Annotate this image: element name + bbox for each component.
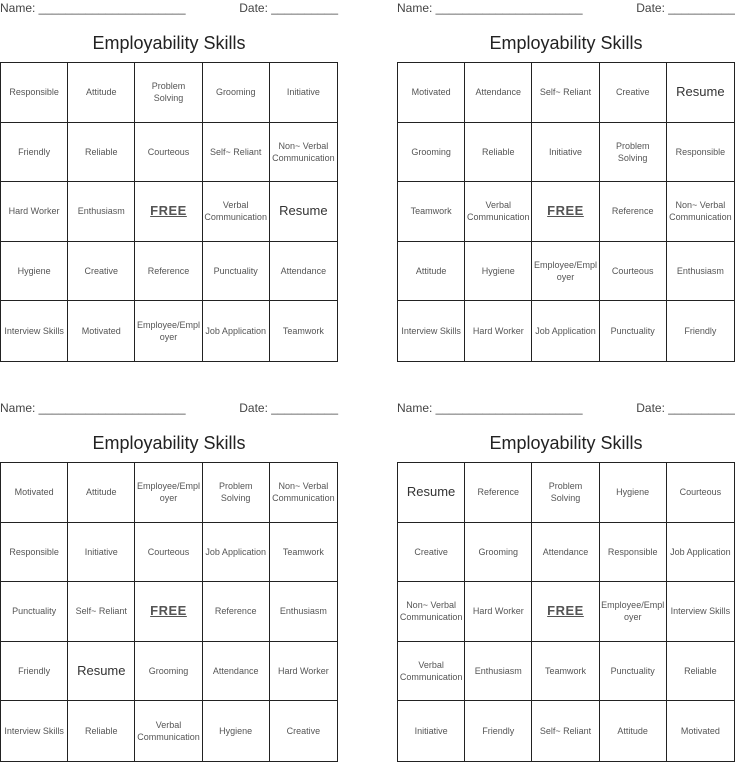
bingo-cell[interactable]: Attendance [532, 523, 599, 583]
card-title: Employability Skills [489, 433, 643, 453]
bingo-cell[interactable]: Punctuality [600, 642, 667, 702]
bingo-cell[interactable]: Enthusiasm [667, 242, 734, 302]
bingo-cell[interactable]: Verbal Communication [203, 182, 270, 242]
bingo-cell[interactable]: Teamwork [270, 523, 337, 583]
bingo-cell[interactable]: Initiative [398, 701, 465, 761]
bingo-cell[interactable]: Interview Skills [1, 701, 68, 761]
bingo-cell[interactable]: Verbal Communication [398, 642, 465, 702]
bingo-cell[interactable]: Creative [600, 63, 667, 123]
bingo-cell[interactable]: Reliable [68, 701, 135, 761]
bingo-cell[interactable]: Interview Skills [1, 301, 68, 361]
bingo-cell[interactable]: Employee/Employer [135, 301, 202, 361]
bingo-cell[interactable]: Employee/Employer [135, 463, 202, 523]
bingo-cell[interactable]: Attendance [270, 242, 337, 302]
bingo-cell[interactable]: Creative [286, 726, 321, 737]
bingo-cell[interactable]: Grooming [135, 642, 202, 702]
bingo-cell[interactable]: Motivated [398, 63, 465, 123]
bingo-cell[interactable]: Interview Skills [398, 301, 465, 361]
bingo-cell[interactable]: Responsible [1, 523, 68, 583]
bingo-card-2 [397, 0, 735, 362]
card-title: Employability Skills [92, 433, 246, 453]
bingo-cell[interactable]: Self~ Reliant [532, 701, 599, 761]
name-field-label[interactable]: Name: ______________________ [397, 1, 583, 15]
bingo-cell[interactable]: Motivated [1, 463, 68, 523]
bingo-cell[interactable]: Resume [398, 463, 465, 523]
bingo-cell[interactable]: Courteous [135, 523, 202, 583]
bingo-cell[interactable]: Employee/Employer [532, 242, 599, 302]
bingo-cell[interactable]: Attitude [398, 242, 465, 302]
bingo-card-4 [397, 400, 735, 762]
bingo-cell[interactable]: Reference [600, 182, 667, 242]
bingo-cell[interactable]: Responsible [600, 523, 667, 583]
bingo-cell[interactable]: Enthusiasm [465, 642, 532, 702]
bingo-cell[interactable]: Non~ Verbal Communication [270, 463, 337, 523]
bingo-cell[interactable]: Creative [398, 523, 465, 583]
bingo-cell[interactable]: Attitude [68, 63, 135, 123]
bingo-cell[interactable]: Verbal Communication [465, 182, 532, 242]
bingo-cell[interactable]: Motivated [680, 726, 720, 737]
bingo-grid [397, 462, 735, 762]
date-field-label[interactable]: Date: __________ [239, 1, 338, 15]
bingo-cell[interactable]: Initiative [68, 523, 135, 583]
bingo-cell[interactable]: Initiative [532, 123, 599, 183]
bingo-grid [397, 62, 735, 362]
free-space-cell[interactable]: FREE [135, 182, 202, 242]
bingo-cell[interactable]: Hygiene [203, 701, 270, 761]
bingo-cell[interactable]: Friendly [1, 642, 68, 702]
bingo-cell[interactable]: Hygiene [465, 242, 532, 302]
bingo-cell[interactable]: Enthusiasm [68, 182, 135, 242]
bingo-cell[interactable]: Problem Solving [532, 463, 599, 523]
bingo-cell[interactable]: Hard Worker [465, 301, 532, 361]
bingo-card-1 [0, 0, 338, 362]
bingo-card-3 [0, 400, 338, 762]
bingo-cell[interactable]: Initiative [270, 63, 337, 123]
bingo-cell[interactable]: Reference [203, 582, 270, 642]
bingo-cell[interactable]: Job Application [667, 523, 734, 583]
bingo-cell[interactable]: Teamwork [398, 182, 465, 242]
bingo-grid [0, 462, 338, 762]
name-date-line [0, 0, 338, 18]
bingo-cell[interactable]: Attitude [68, 463, 135, 523]
bingo-cell[interactable]: Non~ Verbal Communication [270, 123, 337, 183]
free-space-cell[interactable]: FREE [135, 582, 202, 642]
bingo-cell[interactable]: Hard Worker [465, 582, 532, 642]
bingo-cell[interactable]: Friendly [1, 123, 68, 183]
bingo-cell[interactable]: Job Application [203, 523, 270, 583]
bingo-cell[interactable]: Hard Worker [1, 182, 68, 242]
bingo-cell[interactable]: Motivated [68, 301, 135, 361]
bingo-cell[interactable]: Non~ Verbal Communication [667, 182, 734, 242]
name-field-label[interactable]: Name: ______________________ [0, 1, 186, 15]
bingo-cell[interactable]: Job Application [203, 301, 270, 361]
bingo-cell[interactable]: Reliable [465, 123, 532, 183]
bingo-cell[interactable]: Job Application [532, 301, 599, 361]
name-date-line [397, 400, 735, 418]
bingo-cell[interactable]: Grooming [398, 123, 465, 183]
bingo-cell[interactable]: Responsible [667, 123, 734, 183]
bingo-cell[interactable]: Enthusiasm [270, 582, 337, 642]
bingo-cell[interactable]: Grooming [465, 523, 532, 583]
bingo-grid [0, 62, 338, 362]
date-field-label[interactable]: Date: __________ [636, 1, 735, 15]
name-field-label[interactable]: Name: ______________________ [0, 401, 186, 415]
bingo-cell[interactable]: Resume [667, 63, 734, 123]
bingo-cell[interactable]: Attitude [600, 701, 667, 761]
bingo-cell[interactable]: Reliable [667, 642, 734, 702]
bingo-cell[interactable]: Courteous [135, 123, 202, 183]
bingo-cell[interactable]: Courteous [667, 463, 734, 523]
bingo-cell[interactable]: Self~ Reliant [68, 582, 135, 642]
bingo-cell[interactable]: Teamwork [282, 326, 324, 337]
card-title: Employability Skills [489, 33, 643, 53]
bingo-cell[interactable]: Attendance [465, 63, 532, 123]
free-space-cell[interactable]: FREE [532, 582, 599, 642]
bingo-cell[interactable]: Hard Worker [270, 642, 337, 702]
bingo-cell[interactable]: Attendance [203, 642, 270, 702]
bingo-cell[interactable]: Employee/Employer [600, 582, 667, 642]
bingo-cell[interactable]: Grooming [203, 63, 270, 123]
bingo-cell[interactable]: Problem Solving [600, 123, 667, 183]
bingo-cell[interactable]: Reference [135, 242, 202, 302]
bingo-cell[interactable]: Self~ Reliant [203, 123, 270, 183]
bingo-cell[interactable]: Teamwork [532, 642, 599, 702]
bingo-cell[interactable]: Friendly [684, 326, 717, 337]
bingo-cell[interactable]: Hygiene [600, 463, 667, 523]
bingo-cell[interactable]: Interview Skills [667, 582, 734, 642]
bingo-cell[interactable]: Friendly [465, 701, 532, 761]
bingo-cell[interactable]: Reliable [68, 123, 135, 183]
name-date-line [397, 0, 735, 18]
name-field-label[interactable]: Name: ______________________ [397, 401, 583, 415]
bingo-cell[interactable]: Self~ Reliant [532, 63, 599, 123]
bingo-cell[interactable]: Non~ Verbal Communication [398, 582, 465, 642]
bingo-cell[interactable]: Verbal Communication [135, 701, 202, 761]
date-field-label[interactable]: Date: __________ [636, 401, 735, 415]
bingo-cell[interactable]: Problem Solving [135, 63, 202, 123]
free-space-cell[interactable]: FREE [532, 182, 599, 242]
bingo-cell[interactable]: Punctuality [203, 242, 270, 302]
bingo-cell[interactable]: Creative [68, 242, 135, 302]
bingo-cell[interactable]: Courteous [600, 242, 667, 302]
bingo-cell[interactable]: Responsible [1, 63, 68, 123]
card-title: Employability Skills [92, 33, 246, 53]
name-date-line [0, 400, 338, 418]
bingo-cell[interactable]: Resume [270, 182, 337, 242]
bingo-cell[interactable]: Punctuality [600, 301, 667, 361]
bingo-cell[interactable]: Reference [465, 463, 532, 523]
bingo-cell[interactable]: Problem Solving [203, 463, 270, 523]
bingo-cell[interactable]: Hygiene [1, 242, 68, 302]
bingo-cell[interactable]: Punctuality [1, 582, 68, 642]
date-field-label[interactable]: Date: __________ [239, 401, 338, 415]
bingo-cell[interactable]: Resume [68, 642, 135, 702]
